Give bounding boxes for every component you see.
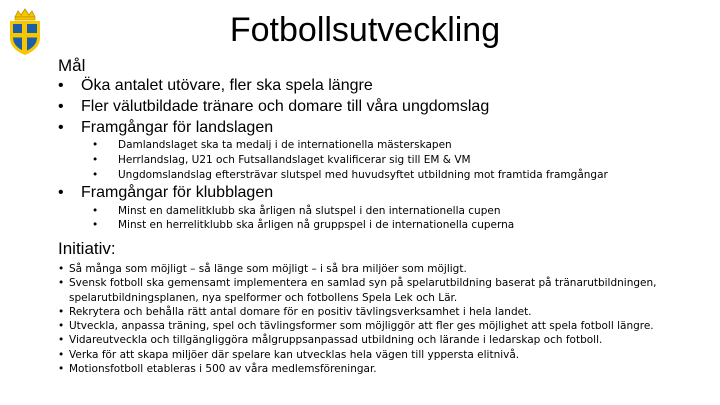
goal-item xyxy=(58,97,489,117)
list-item xyxy=(58,319,678,333)
list-item xyxy=(58,362,678,376)
bullet: • xyxy=(58,263,65,275)
sub-item-text: Minst en herrelitklubb ska årligen nå gruppspel i de internationella cuperna xyxy=(118,219,515,231)
bullet: • xyxy=(58,363,65,376)
list-item xyxy=(58,333,678,347)
goals-heading: Mål xyxy=(58,56,86,75)
list-item xyxy=(58,305,678,319)
initiative-text: Så många som möjligt – så länge som möjligt – i så bra miljöer som möjligt. xyxy=(69,263,467,275)
goal-label: Framgångar för klubblagen xyxy=(81,184,274,201)
bullet: • xyxy=(58,348,65,361)
list-item xyxy=(58,276,678,305)
goal-label: Öka antalet utövare, fler ska spela längre xyxy=(81,77,373,94)
sub-item-text: Damlandslaget ska ta medalj i de internationella mästerskapen xyxy=(118,139,452,151)
bullet: • xyxy=(92,169,99,181)
list-item xyxy=(58,262,678,276)
bullet: • xyxy=(58,320,65,333)
page-title: Fotbollsutveckling xyxy=(229,11,501,49)
bullet: • xyxy=(58,277,65,290)
goal-item xyxy=(58,118,273,138)
initiative-text: Svensk fotboll ska gemensamt implementera en samlad syn på spelarutbildning baserat på tränarutbildningen, spelarutbildningsplanen, nya spelformer och fotbollens Spela Lek och Lär. xyxy=(69,277,657,304)
bullet: • xyxy=(58,77,64,94)
sub-item xyxy=(92,138,452,153)
initiatives-list xyxy=(58,262,678,376)
initiative-text: Motionsfotboll etableras i 500 av våra medlemsföreningar. xyxy=(69,363,377,376)
goal-item xyxy=(58,183,273,203)
initiatives-heading: Initiativ: xyxy=(58,239,116,258)
bullet: • xyxy=(92,219,99,231)
bullet: • xyxy=(58,184,64,201)
list-item xyxy=(58,348,678,362)
sub-item-text: Herrlandslag, U21 och Futsallandslaget kvalificerar sig till EM & VM xyxy=(118,154,471,166)
initiative-text: Vidareutveckla och tillgängliggöra målgruppsanpassad utbildning och lärande i ledarskap och fotboll. xyxy=(69,334,603,347)
sub-item xyxy=(92,168,608,183)
bullet: • xyxy=(58,334,65,347)
bullet: • xyxy=(92,154,99,166)
initiative-text: Rekrytera och behålla rätt antal domare för en positiv tävlingsverksamhet i hela landet. xyxy=(69,305,532,318)
bullet: • xyxy=(58,305,65,318)
sub-item-text: Minst en damelitklubb ska årligen nå slutspel i den internationella cupen xyxy=(118,205,501,217)
goal-item xyxy=(58,76,373,96)
bullet: • xyxy=(58,119,64,136)
sub-item xyxy=(92,153,471,168)
initiative-text: Verka för att skapa miljöer där spelare kan utvecklas hela vägen till yppersta elitnivå. xyxy=(69,348,520,361)
sub-item xyxy=(92,204,500,219)
sub-item-text: Ungdomslandslag eftersträvar slutspel med huvudsyftet utbildning mot framtida framgångar xyxy=(118,169,608,181)
bullet: • xyxy=(92,139,99,151)
goal-label: Framgångar för landslagen xyxy=(81,119,274,136)
sub-item xyxy=(92,218,514,233)
bullet: • xyxy=(58,98,64,115)
bullet: • xyxy=(92,205,99,217)
goal-label: Fler välutbildade tränare och domare till våra ungdomslag xyxy=(81,98,490,115)
initiative-text: Utveckla, anpassa träning, spel och tävlingsformer som möjliggör att fler ges möjlighet att spela fotboll längre. xyxy=(69,320,654,333)
